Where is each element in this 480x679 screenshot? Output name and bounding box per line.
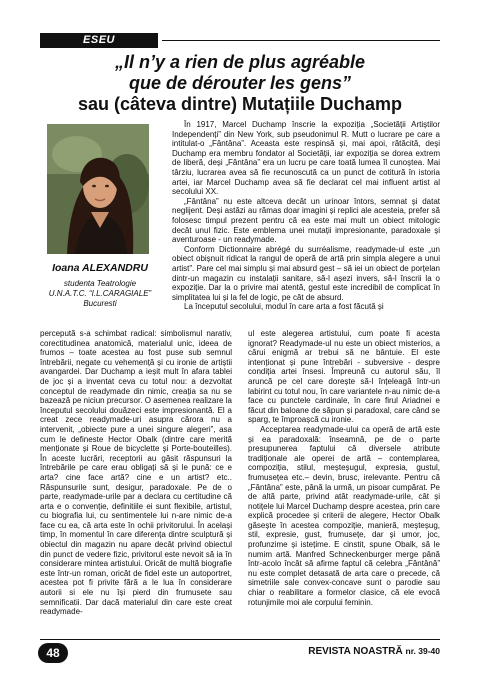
author-name: Ioana ALEXANDRU <box>52 262 148 274</box>
left-column <box>40 329 232 631</box>
author-info-line: Bucuresti <box>83 299 117 308</box>
paragraph: În 1917, Marcel Duchamp înscrie la expoziția „Societății Artiștilor Independenți” din New York, sub pseudonimul R. Mutt o lucrare pe care a intitulat-o „Fântâna”. Aceasta este respinsă și, mai apoi, rătăcită, deși Duchamp era membru fondator al Societății, iar expoziția se dorea extrem de liberă, deși „Fântâna” era un lucru pe care toată lumea îl cunoștea. Mai târziu, lucrarea avea să fie recunoscută ca un punct de cotitură în istoria artei, iar Marcel Duchamp avea să fie declarat cel mai influent artist al secolului XX. <box>172 120 440 197</box>
intro-column <box>172 120 440 328</box>
author-info <box>30 279 170 309</box>
top-rule <box>162 40 440 41</box>
journal-issue: nr. 39-40 <box>405 646 440 656</box>
author-portrait-image <box>47 124 149 254</box>
author-info-line: studenta Teatrologie <box>63 279 137 288</box>
journal-name <box>308 646 440 657</box>
author-photo <box>47 124 149 254</box>
paragraph: ul este alegerea artistului, cum poate fi acesta ignorat? Readymade-ul nu este un obiect misterios, a cărui enigmă ar trebui să ne bântuie. El este intenționat și pune întrebări - subversive - despre condiția artei însesi. Împreună cu autorul său, îl aruncă pe cel care dorește să-l înțeleagă într-un labirint cu totul nou, în care variantele n-au nimic de-a face cu punctele cardinale, în care firul Ariadnei e făcut din baloane de săpun și paradoxal, care când se sparg, te împroașcă cu ironie. <box>248 329 440 425</box>
journal-title: REVISTA NOASTRĂ <box>308 646 403 657</box>
article-title <box>40 52 440 115</box>
author-info-line: U.N.A.T.C. “I.L.CARAGIALE” <box>48 289 152 298</box>
paragraph: La începutul secolului, modul în care arta a fost făcută și <box>184 302 384 312</box>
page-number: 48 <box>38 643 68 663</box>
right-column <box>248 329 440 631</box>
title-line-1: „Il n’y a rien de plus agréable <box>114 52 366 72</box>
bottom-rule <box>40 639 440 640</box>
paragraph: Acceptarea readymade-ului ca operă de artă este și ea paradoxală: înseamnă, pe de o parte presupunerea faptului că diversele atribute tradiționale ale operei de artă – contemplarea, compoziția, stilul, meșteșugul, expresia, gustul, frumusețea etc.– devin, brusc, irelevante. Pentru că „Fântâna” este, până la urmă, un pisoar cumpărat. Pe de altă parte, privind atât readymade-urile, cât și notițele lui Marcel Duchamp despre acestea, prin care explică procedee și criterii de alegere, Hector Obalk găsește în acestea compoziție, manieră, meșteșug, stil, expresie, gust, frumusețe, dar și umor, joc, profunzime și istețime. E cinstit, spune Obalk, să le numim artă. Manfred Schneckenburger merge până într-acolo încât să afirme faptul că celebra „Fântână” nu este complet detasată de arta care o precede, că simetriile sale convex-concave sunt o parodie sau chiar o reabilitare a formelor clasice, că ele evocă rotunjimile moi ale corpului feminin. <box>248 424 440 607</box>
title-line-2: que de dérouter les gens” <box>128 73 352 93</box>
paragraph: „Fântâna” nu este altceva decât un urinoar întors, semnat și datat neglijent. Deși astăzi au rămas doar imagini și replici ale acesteia, prefer să folosesc timpul prezent pentru că ea este mai mult un obiect mitologic decât unul fizic. Este emblema unei mutații impresionante, paradoxale și aventuroase - un readymade. <box>172 196 440 245</box>
paragraph: percepută s-a schimbat radical: simbolismul narativ, corectitudinea anatomică, materialul unic, ideea de frumos – toate acestea au fost puse sub semnul întrebării, negate cu vehemență și cu ironie de artiștii avangardei. Dar Duchamp a ieșit mult în afara tablei de joc și a inventat ceva cu totul nou: a dezvoltat conceptul de readymade din nimic, creația sa nu se bazează pe niciun precursor. O asemenea realizare la începutul secolului douăzeci este impresionantă. El a creat zece readymade-uri asupra cărora nu a intervenit, „obiecte pure a unei singure alegeri”, asa cum le defineste Hector Obalk (dintre care merită menționate și Roue de bicyclette și Porte-bouteilles). În aceste lucrări, receptorii au găsit răspunsuri la întrebările pe care erau obligați să și le pună: ce e arta? cine face artă? cine e un artist? etc.. Răspunsurile sunt, desigur, paradoxale. Pe de o parte, readymade-urile par a declara cu certitudine că arta e o convenție, definitiile ei sunt flexibile, artistul, cu biografia lui, cu sentimentele lui n-are nimic de-a face cu ea, că arta este în ochii privitorului. În același timp, în momentul în care diferența dintre sculptură și obiectul din magazin nu apare decât privind obiectul din punct de vedere fizic, privitorul este nevoit să ia în considerare mintea artistului. Oricât de multă biografie este într-un roman, oricât de fidel este un autoportret, acestea pot fi privite fără a le lua în considerare autorii si ele nu își pierd din frumusete sau semnificatii. Dar dacă materialul din care este creat readymade- <box>40 329 232 617</box>
title-line-3: sau (câteva dintre) Mutațiile Duchamp <box>77 94 403 114</box>
section-label: ESEU <box>40 33 158 48</box>
paragraph: Conform Dictionnaire abrégé du surréalisme, readymade-ul este „un obiect obișnuit ridicat la rangul de operă de artă prin simpla alegere a unui artist”. Pare cel mai simplu și mai absurd gest – să iei un obiect de porțelan dintr-un magazin cu instalații sanitare, să-l așezi invers, să-l înscrii la o expoziție. Dar la o privire mai atentă, gestul este incredibil de complicat în simplitatea lui și la fel de logic, pe cât de absurd. <box>172 244 440 302</box>
